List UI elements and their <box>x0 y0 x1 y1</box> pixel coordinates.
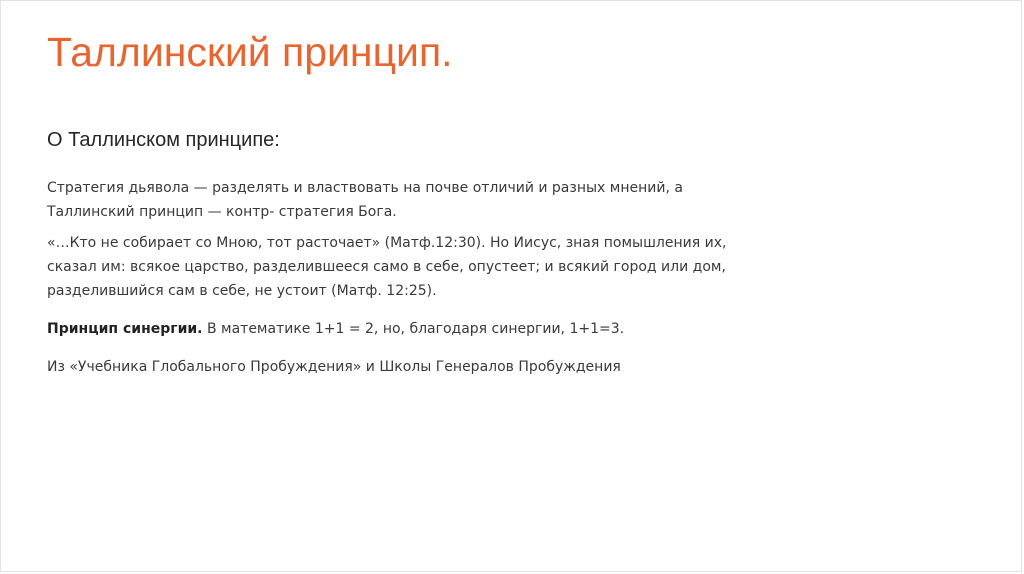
slide-subtitle: О Таллинском принципе: <box>47 129 280 151</box>
slide-body <box>47 176 827 379</box>
paragraph-scripture-quote <box>47 231 827 303</box>
paragraph-source <box>47 355 827 379</box>
source-text: Из «Учебника Глобального Пробуждения» и Школы Генералов Пробуждения <box>47 359 621 375</box>
paragraph-synergy <box>47 317 827 341</box>
synergy-text: В математике 1+1 = 2, но, благодаря синергии, 1+1=3. <box>202 321 625 337</box>
paragraph-line: Стратегия дьявола — разделять и властвовать на почве отличий и разных мнений, а <box>47 180 683 196</box>
paragraph-line: Таллинский принцип — контр- стратегия Бога. <box>47 204 397 220</box>
synergy-heading: Принцип синергии. <box>47 321 203 337</box>
paragraph-strategy <box>47 176 827 224</box>
slide-title: Таллинский принцип. <box>47 29 453 75</box>
paragraph-line: разделившийся сам в себе, не устоит (Матф. 12:25). <box>47 283 437 299</box>
paragraph-line: сказал им: всякое царство, разделившееся само в себе, опустеет; и всякий город или дом, <box>47 259 726 275</box>
paragraph-line: «…Кто не собирает со Мною, тот расточает» (Матф.12:30). Но Иисус, зная помышления их, <box>47 235 727 251</box>
